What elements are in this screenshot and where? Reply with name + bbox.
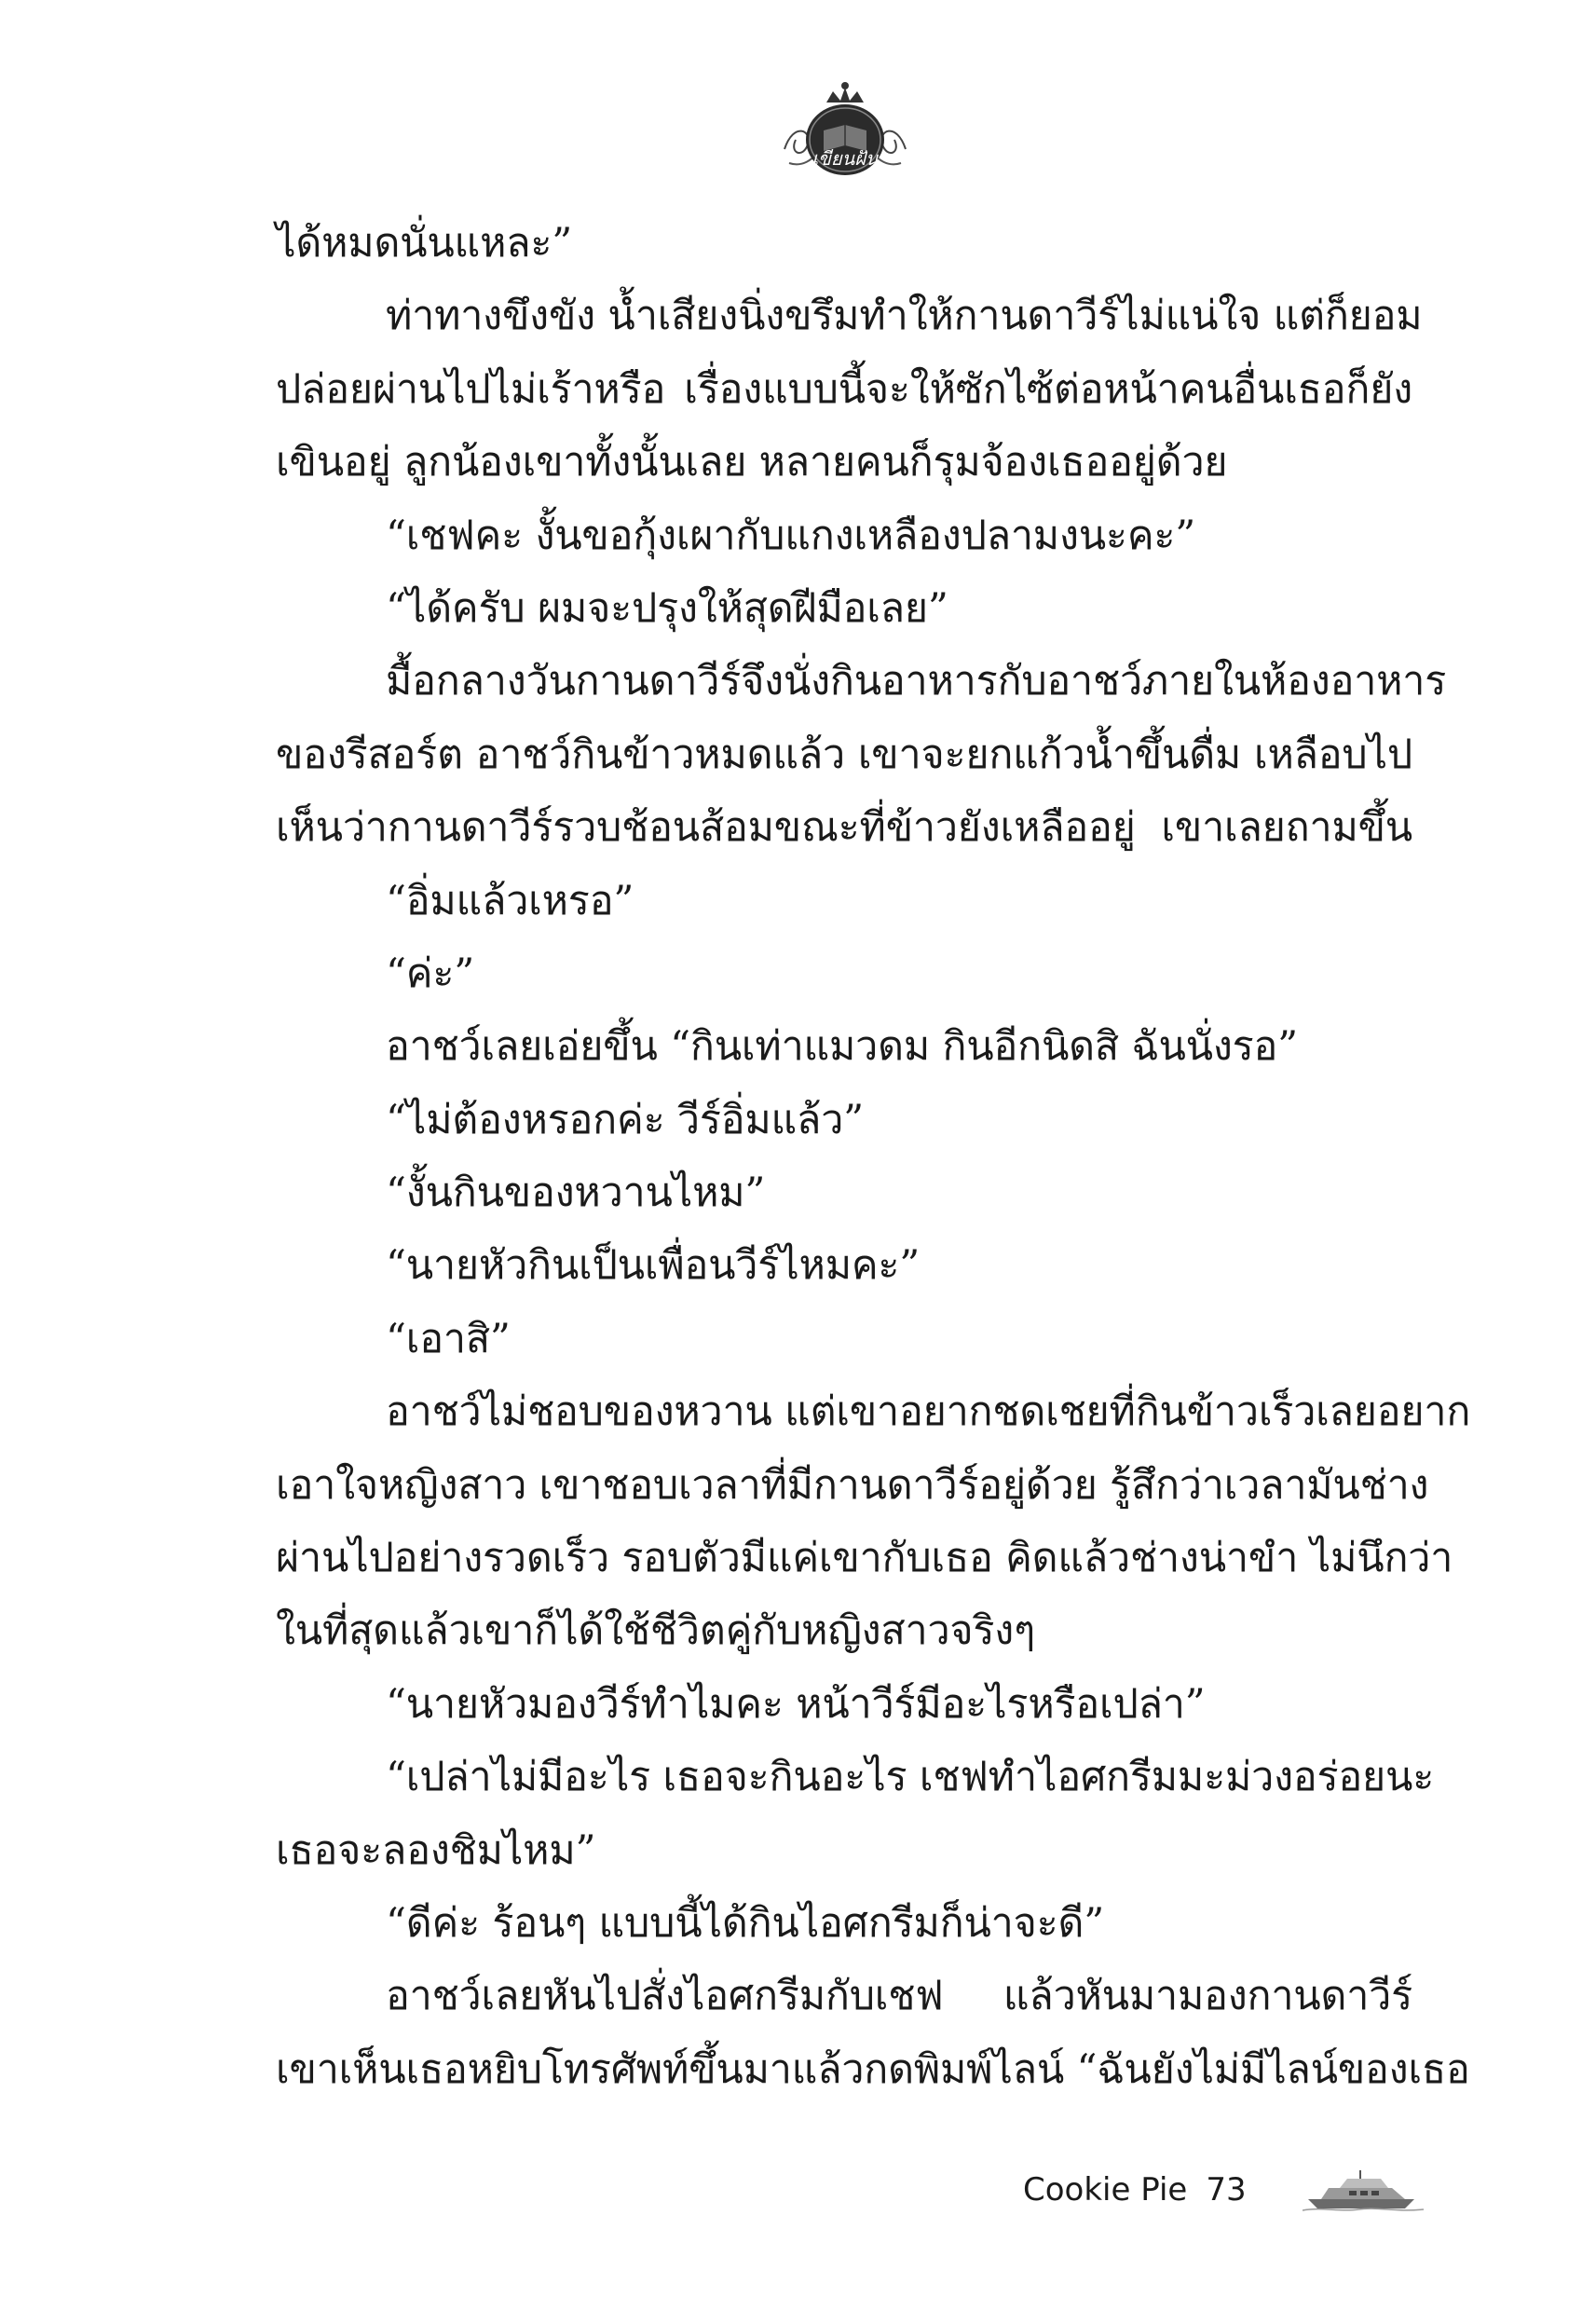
text-line: เธอจะลองชิมไหม” <box>276 1826 596 1874</box>
book-title: Cookie Pie <box>1023 2171 1188 2208</box>
text-line: “ได้ครับ ผมจะปรุงให้สุดฝีมือเลย” <box>386 584 948 632</box>
text-line: ในที่สุดแล้วเขาก็ได้ใช้ชีวิตคู่กับหญิงสาวจริงๆ <box>276 1607 1035 1655</box>
text-line: “เปล่าไม่มีอะไร เธอจะกินอะไร เชฟทำไอศกรีมมะม่วงอร่อยนะ <box>386 1754 1435 1801</box>
text-line: “ดีค่ะ ร้อนๆ แบบนี้ได้กินไอศกรีมก็น่าจะดี” <box>386 1899 1104 1947</box>
text-line: “งั้นกินของหวานไหม” <box>386 1169 766 1217</box>
text-line: “นายหัวกินเป็นเพื่อนวีร์ไหมคะ” <box>386 1242 921 1290</box>
logo-text: เขียนฝัน <box>812 147 879 170</box>
text-line: ได้หมดนั่นแหละ” <box>276 220 573 267</box>
text-line: มื้อกลางวันกานดาวีร์จึงนั่งกินอาหารกับอาชว์ภายในห้องอาหาร <box>386 658 1447 705</box>
text-line: ผ่านไปอย่างรวดเร็ว รอบตัวมีแค่เขากับเธอ คิดแล้วช่างน่าขำ ไม่นึกว่า <box>276 1535 1453 1582</box>
body-text <box>276 207 1471 2106</box>
text-line: เขาเห็นเธอหยิบโทรศัพท์ขึ้นมาแล้วกดพิมพ์ไลน์ “ฉันยังไม่มีไลน์ของเธอ <box>276 2045 1470 2093</box>
text-line: ปล่อยผ่านไปไม่เร้าหรือ เรื่องแบบนี้จะให้ซักไซ้ต่อหน้าคนอื่นเธอก็ยัง <box>276 365 1412 413</box>
text-line: “อิ่มแล้วเหรอ” <box>386 877 634 924</box>
logo-emblem <box>775 65 915 186</box>
text-line: เขินอยู่ ลูกน้องเขาทั้งนั้นเลย หลายคนก็รุมจ้องเธออยู่ด้วย <box>276 439 1228 486</box>
text-line: “ไม่ต้องหรอกค่ะ วีร์อิ่มแล้ว” <box>386 1096 864 1143</box>
yacht-icon <box>1303 2167 1424 2212</box>
text-line: อาชว์ไม่ชอบของหวาน แต่เขาอยากชดเชยที่กินข้าวเร็วเลยอยาก <box>386 1388 1471 1436</box>
text-line: ท่าทางขึงขัง น้ำเสียงนิ่งขรึมทำให้กานดาวีร์ไม่แน่ใจ แต่ก็ยอม <box>386 293 1423 340</box>
page-number: 73 <box>1206 2171 1247 2208</box>
page-footer <box>1023 2171 1247 2208</box>
text-line: “นายหัวมองวีร์ทำไมคะ หน้าวีร์มีอะไรหรือเปล่า” <box>386 1680 1206 1728</box>
text-line: เห็นว่ากานดาวีร์รวบช้อนส้อมขณะที่ข้าวยังเหลืออยู่ เขาเลยถามขึ้น <box>276 804 1412 852</box>
text-line: “เชฟคะ งั้นขอกุ้งเผากับแกงเหลืองปลามงนะคะ” <box>386 512 1196 559</box>
text-line: เอาใจหญิงสาว เขาชอบเวลาที่มีกานดาวีร์อยู่ด้วย รู้สึกว่าเวลามันช่าง <box>276 1461 1429 1509</box>
text-line: อาชว์เลยหันไปสั่งไอศกรีมกับเชฟ แล้วหันมามองกานดาวีร์ <box>386 1973 1412 2020</box>
text-line: อาชว์เลยเอ่ยขึ้น “กินเท่าแมวดม กินอีกนิดสิ ฉันนั่งรอ” <box>386 1023 1298 1071</box>
text-line: “ค่ะ” <box>386 950 475 997</box>
text-line: ของรีสอร์ต อาชว์กินข้าวหมดแล้ว เขาจะยกแก้วน้ำขึ้นดื่ม เหลือบไป <box>276 731 1412 778</box>
text-line: “เอาสิ” <box>386 1315 511 1362</box>
